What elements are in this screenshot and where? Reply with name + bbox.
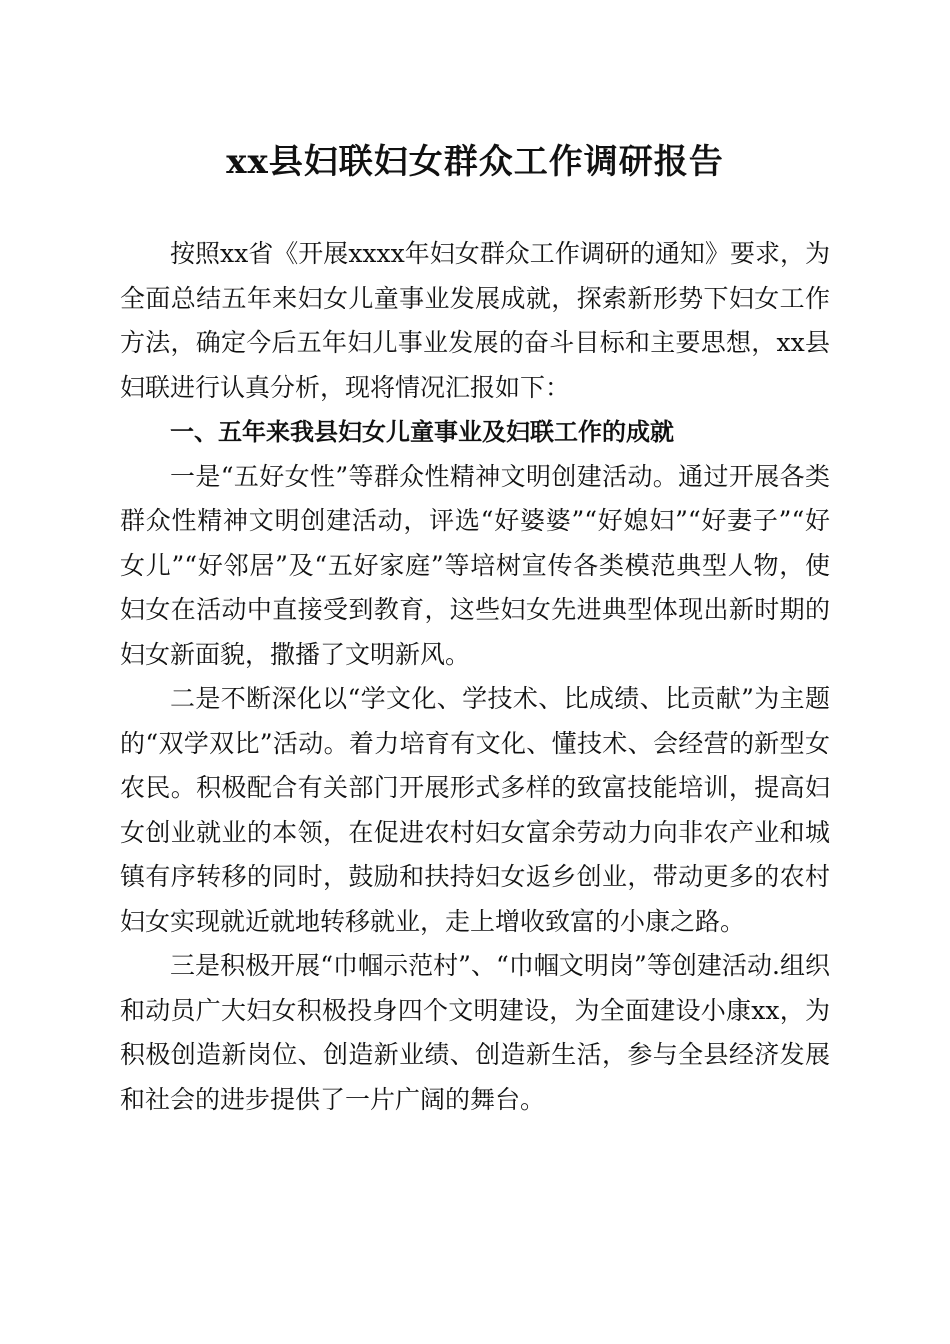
document-title: xx县妇联妇女群众工作调研报告 xyxy=(226,142,724,182)
paragraph-1: 一是“五好女性”等群众性精神文明创建活动。通过开展各类群众性精神文明创建活动，评选“好婆婆”“好媳妇”“好妻子”“好女儿”“好邻居”及“五好家庭”等培树宣传各类模范典型人物，使妇女在活动中直接受到教育，这些妇女先进典型体现出新时期的妇女新面貌，撒播了文明新风。 xyxy=(120,461,830,669)
section-heading: 一、五年来我县妇女儿童事业及妇联工作的成就 xyxy=(170,418,674,446)
intro-paragraph: 按照xx省《开展xxxx年妇女群众工作调研的通知》要求，为全面总结五年来妇女儿童事业发展成就，探索新形势下妇女工作方法，确定今后五年妇儿事业发展的奋斗目标和主要思想，xx县妇联进行认真分析，现将情况汇报如下： xyxy=(120,239,830,402)
paragraph-3: 三是积极开展“巾帼示范村”、“巾帼文明岗”等创建活动.组织和动员广大妇女积极投身四个文明建设，为全面建设小康xx，为积极创造新岗位、创造新业绩、创造新生活，参与全县经济发展和社会的进步提供了一片广阔的舞台。 xyxy=(120,951,830,1114)
document-body xyxy=(120,232,830,1122)
paragraph-2: 二是不断深化以“学文化、学技术、比成绩、比贡献”为主题的“双学双比”活动。着力培育有文化、懂技术、会经营的新型女农民。积极配合有关部门开展形式多样的致富技能培训，提高妇女创业就业的本领，在促进农村妇女富余劳动力向非农产业和城镇有序转移的同时，鼓励和扶持妇女返乡创业，带动更多的农村妇女实现就近就地转移就业，走上增收致富的小康之路。 xyxy=(120,684,830,936)
